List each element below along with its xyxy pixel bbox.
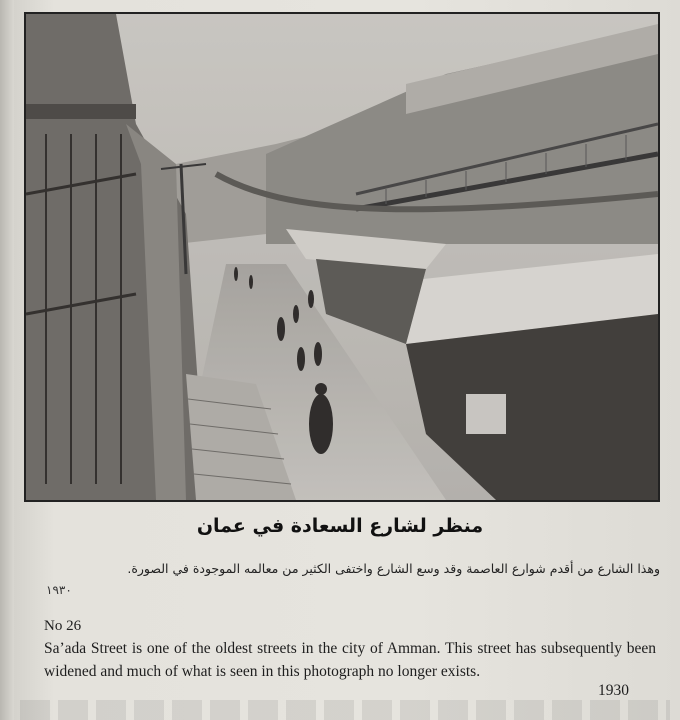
street-scene-illustration [26, 14, 658, 500]
arabic-caption: وهذا الشارع من أقدم شوارع العاصمة وقد وسع الشارع واختفى الكثير من معالمه الموجودة في الصورة. [127, 561, 660, 576]
arabic-year: ١٩٣٠ [46, 583, 72, 597]
photo-number: No 26 [44, 618, 82, 634]
arabic-title: منظر لشارع السعادة في عمان [196, 515, 484, 537]
historic-photograph [24, 12, 660, 502]
english-caption: Sa’ada Street is one of the oldest streets in the city of Amman. This street has subsequently been widened and much of what is seen in this photograph no longer exists. [44, 640, 656, 680]
book-spine-shadow [0, 0, 14, 720]
next-page-bleed [20, 700, 670, 720]
english-year: 1930 [598, 682, 629, 699]
